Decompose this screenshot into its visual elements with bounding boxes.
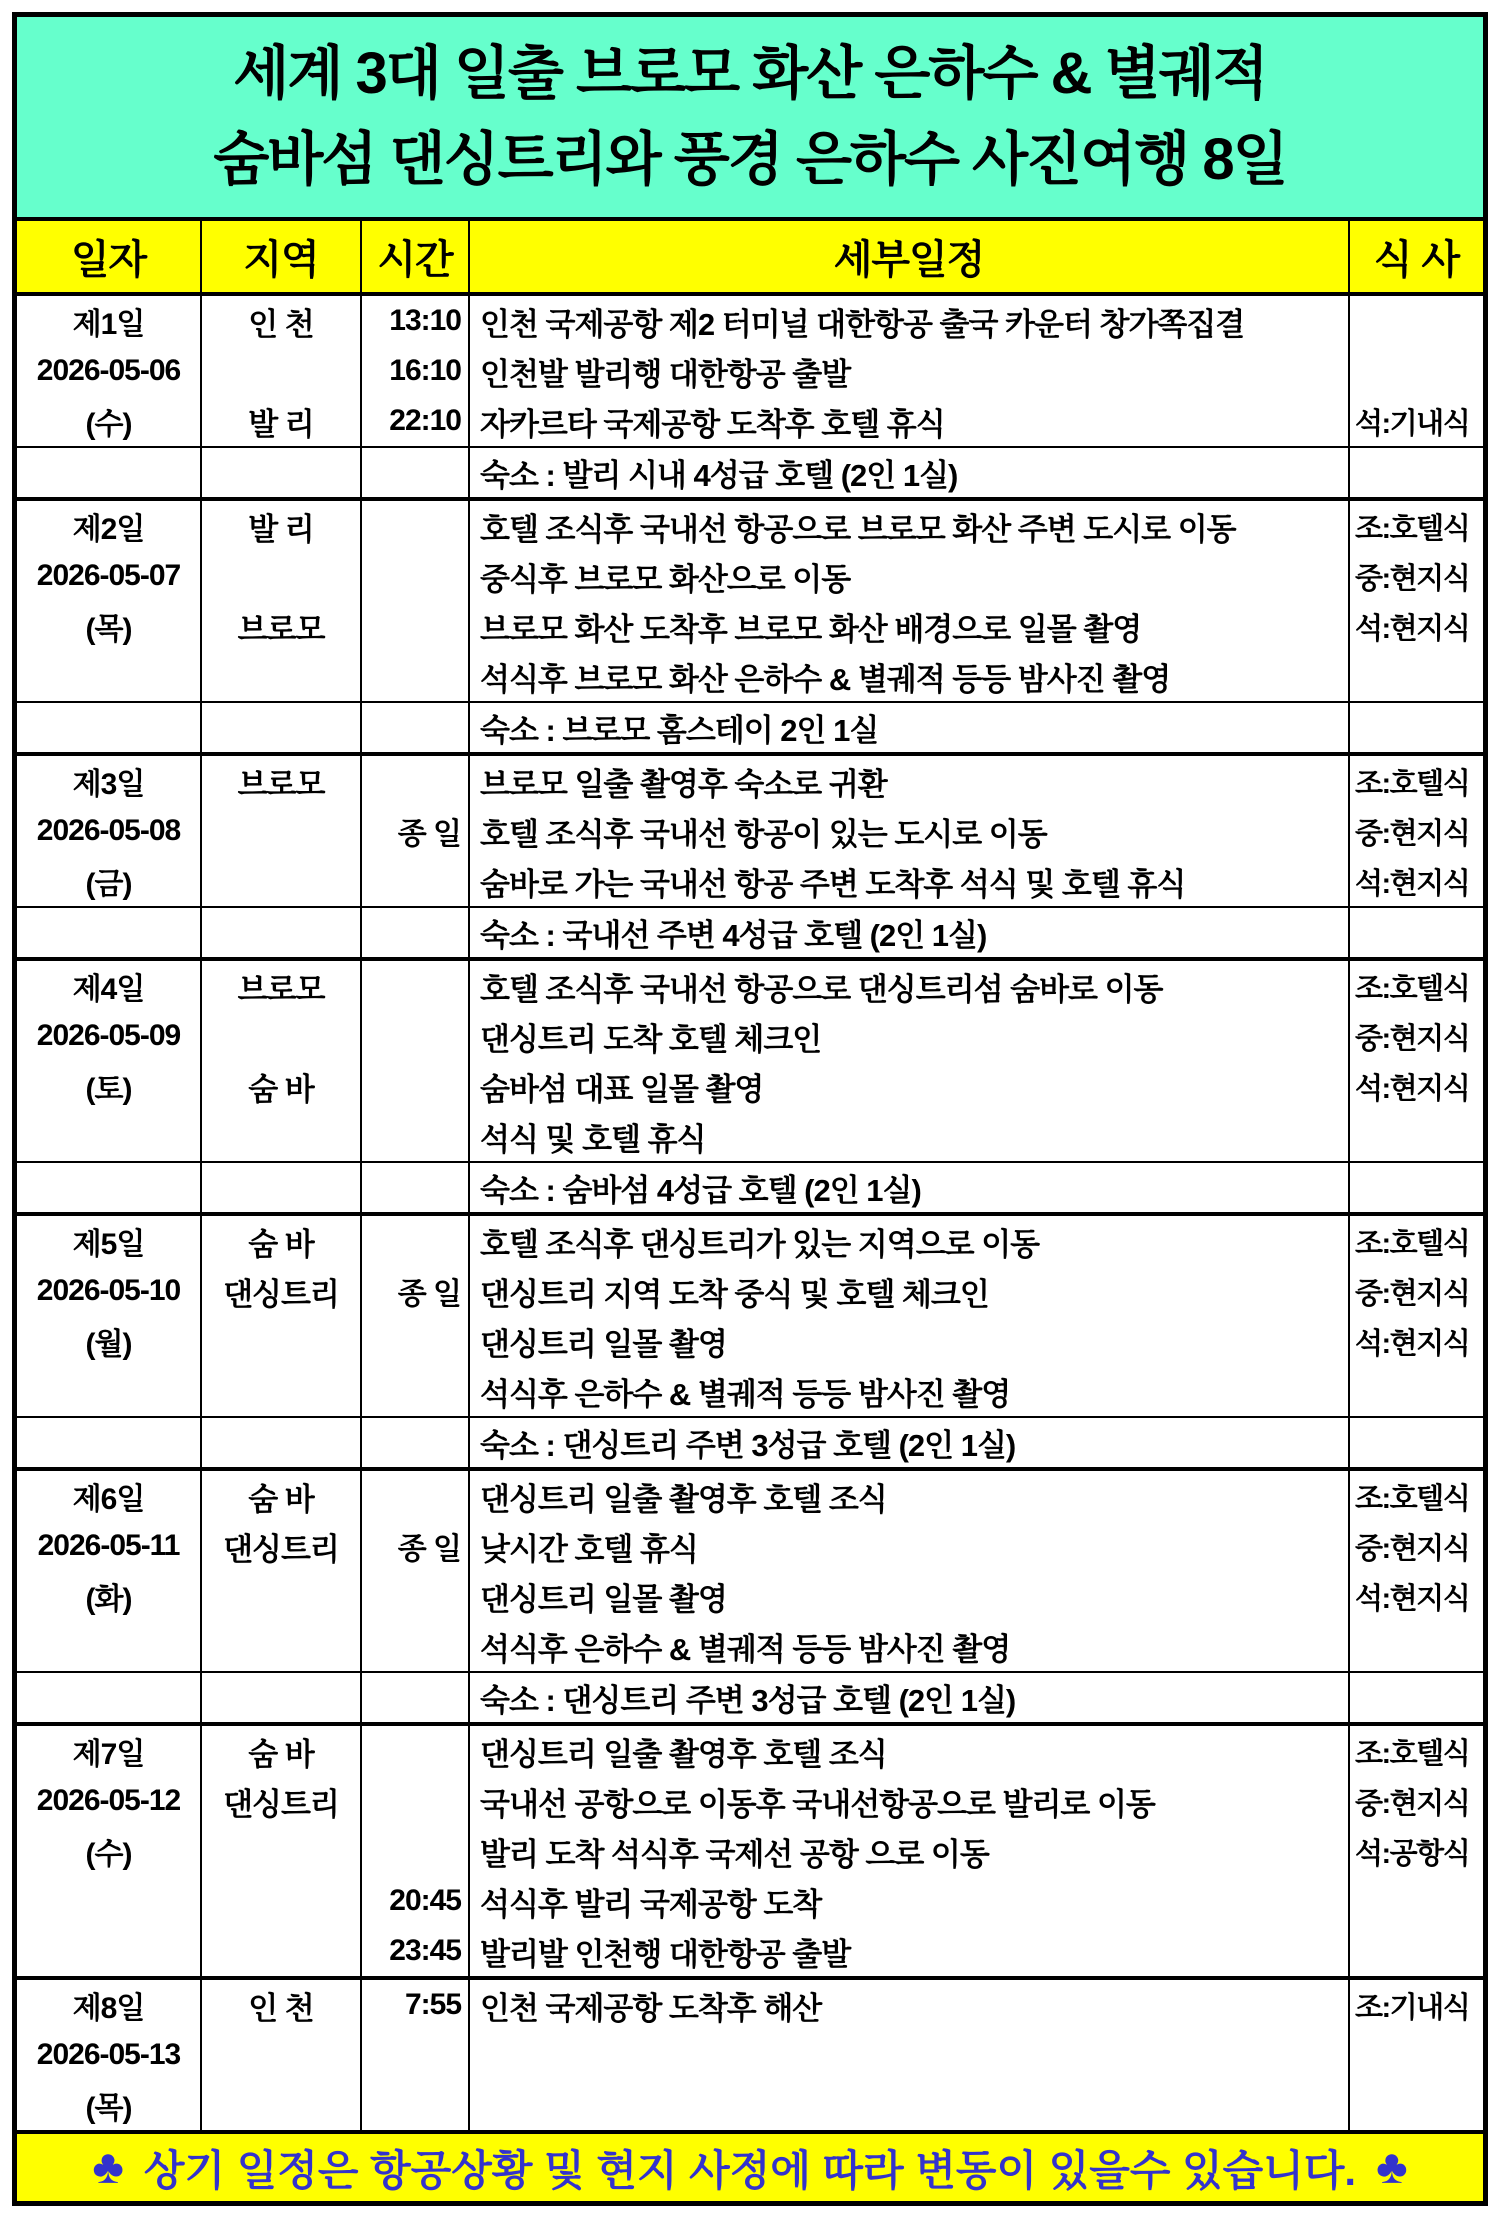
date-line: 제7일 xyxy=(72,1738,145,1771)
schedule-line: 호텔 조식후 국내선 항공으로 브로모 화산 주변 도시로 이동 xyxy=(480,511,1236,547)
region-cell xyxy=(202,1980,362,2130)
date-cell xyxy=(17,1471,202,1671)
region-cell xyxy=(202,961,362,1161)
schedule-line: 국내선 공항으로 이동후 국내선항공으로 발리로 이동 xyxy=(480,1786,1155,1822)
schedule-line: 댄싱트리 일몰 촬영 xyxy=(480,1326,727,1362)
region-line: 브로모 xyxy=(237,611,325,647)
meal-cell xyxy=(1350,756,1483,906)
schedule-line: 석식 및 호텔 휴식 xyxy=(480,1121,706,1157)
lodging-empty-cell xyxy=(362,908,470,957)
footer-note xyxy=(17,2134,1483,2201)
region-cell xyxy=(202,1726,362,1976)
region-cell xyxy=(202,1216,362,1416)
schedule-line: 낮시간 호텔 휴식 xyxy=(480,1531,698,1567)
time-cell xyxy=(362,1471,470,1671)
region-line xyxy=(202,1316,360,1366)
time-line: 16:10 xyxy=(389,354,461,387)
lodging-empty-cell xyxy=(362,1673,470,1722)
time-line xyxy=(362,651,468,701)
time-line xyxy=(362,1726,468,1776)
date-cell xyxy=(17,501,202,701)
schedule-line: 인천발 발리행 대한항공 출발 xyxy=(480,356,851,392)
column-header-meals: 식 사 xyxy=(1373,238,1460,282)
title-block xyxy=(17,17,1483,221)
region-line: 인 천 xyxy=(248,306,314,342)
date-line: 2026-05-10 xyxy=(36,1274,181,1307)
time-line xyxy=(362,1471,468,1521)
meal-cell xyxy=(1350,1980,1483,2130)
time-line xyxy=(362,501,468,551)
region-line: 숨 바 xyxy=(248,1736,314,1772)
region-cell xyxy=(202,756,362,906)
date-line: (토) xyxy=(85,1073,132,1106)
meal-line: 석:공항식 xyxy=(1355,1837,1470,1870)
lodging-empty-cell xyxy=(17,1418,202,1467)
lodging-row xyxy=(17,701,1483,752)
schedule-line: 중식후 브로모 화산으로 이동 xyxy=(480,561,851,597)
time-line xyxy=(362,756,468,806)
day-main-row xyxy=(17,1726,1483,1976)
lodging-line: 숙소 : 댄싱트리 주변 3성급 호텔 (2인 1실) xyxy=(480,1428,1016,1463)
date-line: 2026-05-07 xyxy=(36,559,181,592)
meal-line: 조:호텔식 xyxy=(1355,767,1470,800)
time-line xyxy=(362,551,468,601)
meal-line xyxy=(1350,296,1483,346)
page-title-line2: 숨바섬 댄싱트리와 풍경 은하수 사진여행 8일 xyxy=(213,127,1287,192)
region-line xyxy=(202,1621,360,1671)
time-line: 7:55 xyxy=(404,1988,461,2021)
schedule-line: 인천 국제공항 도착후 해산 xyxy=(480,1990,822,2026)
column-header-time: 시간 xyxy=(362,221,470,292)
lodging-cell xyxy=(470,1673,1350,1722)
lodging-empty-cell xyxy=(202,1418,362,1467)
region-line xyxy=(202,1366,360,1416)
meal-line: 중:현지식 xyxy=(1355,1532,1470,1565)
meal-line xyxy=(1350,1876,1483,1926)
date-line: (월) xyxy=(85,1328,132,1361)
lodging-empty-cell xyxy=(362,1163,470,1212)
table-header-row xyxy=(17,221,1483,296)
date-line: 2026-05-11 xyxy=(37,1529,180,1562)
schedule-line: 댄싱트리 일몰 촬영 xyxy=(480,1581,727,1617)
date-cell xyxy=(17,1726,202,1976)
time-line xyxy=(362,1061,468,1111)
meal-cell xyxy=(1350,1471,1483,1671)
schedule-line: 숨바로 가는 국내선 항공 주변 도착후 석식 및 호텔 휴식 xyxy=(480,866,1186,902)
region-line xyxy=(202,651,360,701)
region-line: 브로모 xyxy=(237,766,325,802)
club-icon-right: ♣ xyxy=(1376,2140,1408,2194)
meal-line: 중:현지식 xyxy=(1355,562,1470,595)
date-line: 2026-05-09 xyxy=(36,1019,181,1052)
time-line: 13:10 xyxy=(389,304,461,337)
lodging-cell xyxy=(470,1418,1350,1467)
schedule-line: 호텔 조식후 국내선 항공으로 댄싱트리섬 숨바로 이동 xyxy=(480,971,1163,1007)
schedule-line: 댄싱트리 일출 촬영후 호텔 조식 xyxy=(480,1481,887,1517)
date-line: 2026-05-08 xyxy=(36,814,181,847)
day-block-8 xyxy=(17,1980,1483,2134)
time-line xyxy=(362,1776,468,1826)
region-line xyxy=(202,806,360,856)
date-line: 제3일 xyxy=(72,768,145,801)
meal-line: 조:기내식 xyxy=(1355,1991,1470,2024)
date-line: 제5일 xyxy=(72,1228,145,1261)
time-line xyxy=(362,2080,468,2130)
time-cell xyxy=(362,1980,470,2130)
schedule-line xyxy=(470,2080,1348,2130)
lodging-line: 숙소 : 숨바섬 4성급 호텔 (2인 1실) xyxy=(480,1173,921,1208)
meal-line: 중:현지식 xyxy=(1355,817,1470,850)
region-line: 발 리 xyxy=(248,406,314,442)
schedule-cell xyxy=(470,1980,1350,2130)
region-line xyxy=(202,2030,360,2080)
date-line: 2026-05-13 xyxy=(36,2038,181,2071)
schedule-cell xyxy=(470,1471,1350,1671)
schedule-line: 호텔 조식후 국내선 항공이 있는 도시로 이동 xyxy=(480,816,1047,852)
lodging-cell xyxy=(470,448,1350,497)
meal-line: 조:호텔식 xyxy=(1355,1482,1470,1515)
time-line xyxy=(362,1621,468,1671)
schedule-line: 발리 도착 석식후 국제선 공항 으로 이동 xyxy=(480,1836,989,1872)
day-main-row xyxy=(17,756,1483,906)
schedule-cell xyxy=(470,961,1350,1161)
lodging-empty-cell xyxy=(202,1673,362,1722)
lodging-row xyxy=(17,446,1483,497)
time-cell xyxy=(362,756,470,906)
day-block-1 xyxy=(17,296,1483,501)
day-block-4 xyxy=(17,961,1483,1216)
meal-line: 조:호텔식 xyxy=(1355,1227,1470,1260)
region-line xyxy=(202,1571,360,1621)
time-cell xyxy=(362,961,470,1161)
time-line: 22:10 xyxy=(389,404,461,437)
itinerary-table-frame xyxy=(12,12,1488,2206)
time-cell xyxy=(362,296,470,446)
schedule-cell xyxy=(470,501,1350,701)
meal-line: 석:현지식 xyxy=(1355,1582,1470,1615)
time-line xyxy=(362,856,468,906)
region-line: 브로모 xyxy=(237,971,325,1007)
column-header-date: 일자 xyxy=(17,221,202,292)
lodging-empty-cell xyxy=(362,1418,470,1467)
day-block-6 xyxy=(17,1471,1483,1726)
date-line: (화) xyxy=(85,1583,132,1616)
lodging-empty-cell xyxy=(1350,1418,1483,1467)
lodging-empty-cell xyxy=(362,703,470,752)
lodging-empty-cell xyxy=(17,1673,202,1722)
schedule-cell xyxy=(470,1726,1350,1976)
day-block-5 xyxy=(17,1216,1483,1471)
time-cell xyxy=(362,501,470,701)
region-line: 숨 바 xyxy=(248,1481,314,1517)
lodging-row xyxy=(17,1671,1483,1722)
meal-line: 조:호텔식 xyxy=(1355,972,1470,1005)
region-line: 숨 바 xyxy=(248,1071,314,1107)
time-line xyxy=(362,1111,468,1161)
region-line xyxy=(202,1876,360,1926)
lodging-empty-cell xyxy=(17,448,202,497)
column-header-schedule: 세부일정 xyxy=(470,221,1350,292)
column-header-region: 지역 xyxy=(202,221,362,292)
lodging-row xyxy=(17,1161,1483,1212)
meal-line xyxy=(1350,1366,1483,1416)
schedule-line: 브로모 일출 촬영후 숙소로 귀환 xyxy=(480,766,887,802)
day-rows xyxy=(17,296,1483,2134)
meal-line xyxy=(1350,1621,1483,1671)
date-line: (목) xyxy=(85,613,132,646)
schedule-line: 석식후 발리 국제공항 도착 xyxy=(480,1886,822,1922)
lodging-line: 숙소 : 브로모 홈스테이 2인 1실 xyxy=(480,713,879,748)
meal-line xyxy=(1350,651,1483,701)
date-line: 제2일 xyxy=(72,513,145,546)
date-line: (수) xyxy=(85,408,132,441)
footer-note-text: 상기 일정은 항공상황 및 현지 사정에 따라 변동이 있을수 있습니다. xyxy=(143,2146,1357,2194)
date-line: 2026-05-06 xyxy=(36,354,181,387)
meal-line xyxy=(1350,346,1483,396)
meal-line: 중:현지식 xyxy=(1355,1787,1470,1820)
region-line xyxy=(202,1011,360,1061)
meal-line: 석:기내식 xyxy=(1355,407,1470,440)
meal-line: 석:현지식 xyxy=(1355,867,1470,900)
region-line xyxy=(202,856,360,906)
time-line xyxy=(362,1571,468,1621)
time-line xyxy=(362,1216,468,1266)
region-line: 인 천 xyxy=(248,1990,314,2026)
date-cell xyxy=(17,1980,202,2130)
schedule-cell xyxy=(470,756,1350,906)
schedule-line: 자카르타 국제공항 도착후 호텔 휴식 xyxy=(480,406,945,442)
meal-line: 조:호텔식 xyxy=(1355,512,1470,545)
lodging-empty-cell xyxy=(17,703,202,752)
day-main-row xyxy=(17,1216,1483,1416)
page-title-line1: 세계 3대 일출 브로모 화산 은하수 & 별궤적 xyxy=(233,41,1267,106)
lodging-empty-cell xyxy=(202,908,362,957)
region-line: 댄싱트리 xyxy=(223,1786,339,1822)
day-block-7 xyxy=(17,1726,1483,1980)
lodging-empty-cell xyxy=(1350,448,1483,497)
region-line xyxy=(202,551,360,601)
schedule-line: 댄싱트리 일출 촬영후 호텔 조식 xyxy=(480,1736,887,1772)
date-line: 제8일 xyxy=(72,1992,145,2025)
region-line xyxy=(202,1826,360,1876)
meal-line xyxy=(1350,1111,1483,1161)
date-cell xyxy=(17,756,202,906)
region-line: 발 리 xyxy=(248,511,314,547)
lodging-cell xyxy=(470,908,1350,957)
region-line: 숨 바 xyxy=(248,1226,314,1262)
schedule-line: 석식후 은하수 & 별궤적 등등 밤사진 촬영 xyxy=(480,1631,1011,1667)
meal-line: 석:현지식 xyxy=(1355,612,1470,645)
meal-line: 석:현지식 xyxy=(1355,1327,1470,1360)
date-line: 2026-05-12 xyxy=(36,1784,181,1817)
meal-line: 석:현지식 xyxy=(1355,1072,1470,1105)
lodging-line: 숙소 : 댄싱트리 주변 3성급 호텔 (2인 1실) xyxy=(480,1683,1016,1718)
time-line xyxy=(362,2030,468,2080)
region-cell xyxy=(202,501,362,701)
time-line: 23:45 xyxy=(389,1934,461,1967)
schedule-line: 호텔 조식후 댄싱트리가 있는 지역으로 이동 xyxy=(480,1226,1040,1262)
time-line xyxy=(362,601,468,651)
region-line xyxy=(202,1111,360,1161)
lodging-row xyxy=(17,906,1483,957)
meal-line: 중:현지식 xyxy=(1355,1277,1470,1310)
meal-cell xyxy=(1350,296,1483,446)
date-line: (금) xyxy=(85,868,132,901)
time-cell xyxy=(362,1216,470,1416)
time-line xyxy=(362,961,468,1011)
meal-cell xyxy=(1350,1216,1483,1416)
day-main-row xyxy=(17,1471,1483,1671)
region-cell xyxy=(202,296,362,446)
meal-line xyxy=(1350,1926,1483,1976)
date-cell xyxy=(17,961,202,1161)
club-icon-left: ♣ xyxy=(92,2140,124,2194)
time-cell xyxy=(362,1726,470,1976)
region-line: 댄싱트리 xyxy=(223,1531,339,1567)
schedule-line: 석식후 은하수 & 별궤적 등등 밤사진 촬영 xyxy=(480,1376,1011,1412)
day-main-row xyxy=(17,1980,1483,2130)
lodging-cell xyxy=(470,703,1350,752)
meal-cell xyxy=(1350,961,1483,1161)
lodging-empty-cell xyxy=(202,448,362,497)
lodging-empty-cell xyxy=(17,908,202,957)
schedule-line: 석식후 브로모 화산 은하수 & 별궤적 등등 밤사진 촬영 xyxy=(480,661,1171,697)
lodging-empty-cell xyxy=(1350,1673,1483,1722)
time-line: 종 일 xyxy=(397,1533,461,1566)
lodging-line: 숙소 : 발리 시내 4성급 호텔 (2인 1실) xyxy=(480,458,958,493)
meal-line: 중:현지식 xyxy=(1355,1022,1470,1055)
schedule-line: 발리발 인천행 대한항공 출발 xyxy=(480,1936,851,1972)
day-block-3 xyxy=(17,756,1483,961)
lodging-empty-cell xyxy=(1350,1163,1483,1212)
lodging-empty-cell xyxy=(1350,908,1483,957)
region-line xyxy=(202,2080,360,2130)
lodging-row xyxy=(17,1416,1483,1467)
date-line: (목) xyxy=(85,2092,132,2125)
time-line xyxy=(362,1011,468,1061)
meal-cell xyxy=(1350,501,1483,701)
meal-cell xyxy=(1350,1726,1483,1976)
lodging-empty-cell xyxy=(202,703,362,752)
lodging-cell xyxy=(470,1163,1350,1212)
date-line: (수) xyxy=(85,1838,132,1871)
time-line: 종 일 xyxy=(397,818,461,851)
schedule-line: 인천 국제공항 제2 터미널 대한항공 출국 카운터 창가쪽집결 xyxy=(480,306,1245,342)
schedule-line: 브로모 화산 도착후 브로모 화산 배경으로 일몰 촬영 xyxy=(480,611,1142,647)
date-cell xyxy=(17,1216,202,1416)
region-cell xyxy=(202,1471,362,1671)
lodging-line: 숙소 : 국내선 주변 4성급 호텔 (2인 1실) xyxy=(480,918,987,953)
schedule-line: 댄싱트리 지역 도착 중식 및 호텔 체크인 xyxy=(480,1276,989,1312)
date-cell xyxy=(17,296,202,446)
meal-line: 조:호텔식 xyxy=(1355,1737,1470,1770)
time-line: 20:45 xyxy=(389,1884,461,1917)
schedule-cell xyxy=(470,296,1350,446)
lodging-empty-cell xyxy=(362,448,470,497)
region-line xyxy=(202,346,360,396)
time-line xyxy=(362,1826,468,1876)
schedule-cell xyxy=(470,1216,1350,1416)
date-line: 제1일 xyxy=(72,308,145,341)
time-line xyxy=(362,1366,468,1416)
day-block-2 xyxy=(17,501,1483,756)
lodging-empty-cell xyxy=(1350,703,1483,752)
meal-line xyxy=(1350,2080,1483,2130)
region-line: 댄싱트리 xyxy=(223,1276,339,1312)
time-line: 종 일 xyxy=(397,1278,461,1311)
region-line xyxy=(202,1926,360,1976)
day-main-row xyxy=(17,501,1483,701)
schedule-line xyxy=(470,2030,1348,2080)
meal-line xyxy=(1350,2030,1483,2080)
date-line: 제6일 xyxy=(72,1483,145,1516)
lodging-empty-cell xyxy=(17,1163,202,1212)
schedule-line: 숨바섬 대표 일몰 촬영 xyxy=(480,1071,764,1107)
time-line xyxy=(362,1316,468,1366)
day-main-row xyxy=(17,296,1483,446)
day-main-row xyxy=(17,961,1483,1161)
date-line: 제4일 xyxy=(72,973,145,1006)
lodging-empty-cell xyxy=(202,1163,362,1212)
schedule-line: 댄싱트리 도착 호텔 체크인 xyxy=(480,1021,822,1057)
